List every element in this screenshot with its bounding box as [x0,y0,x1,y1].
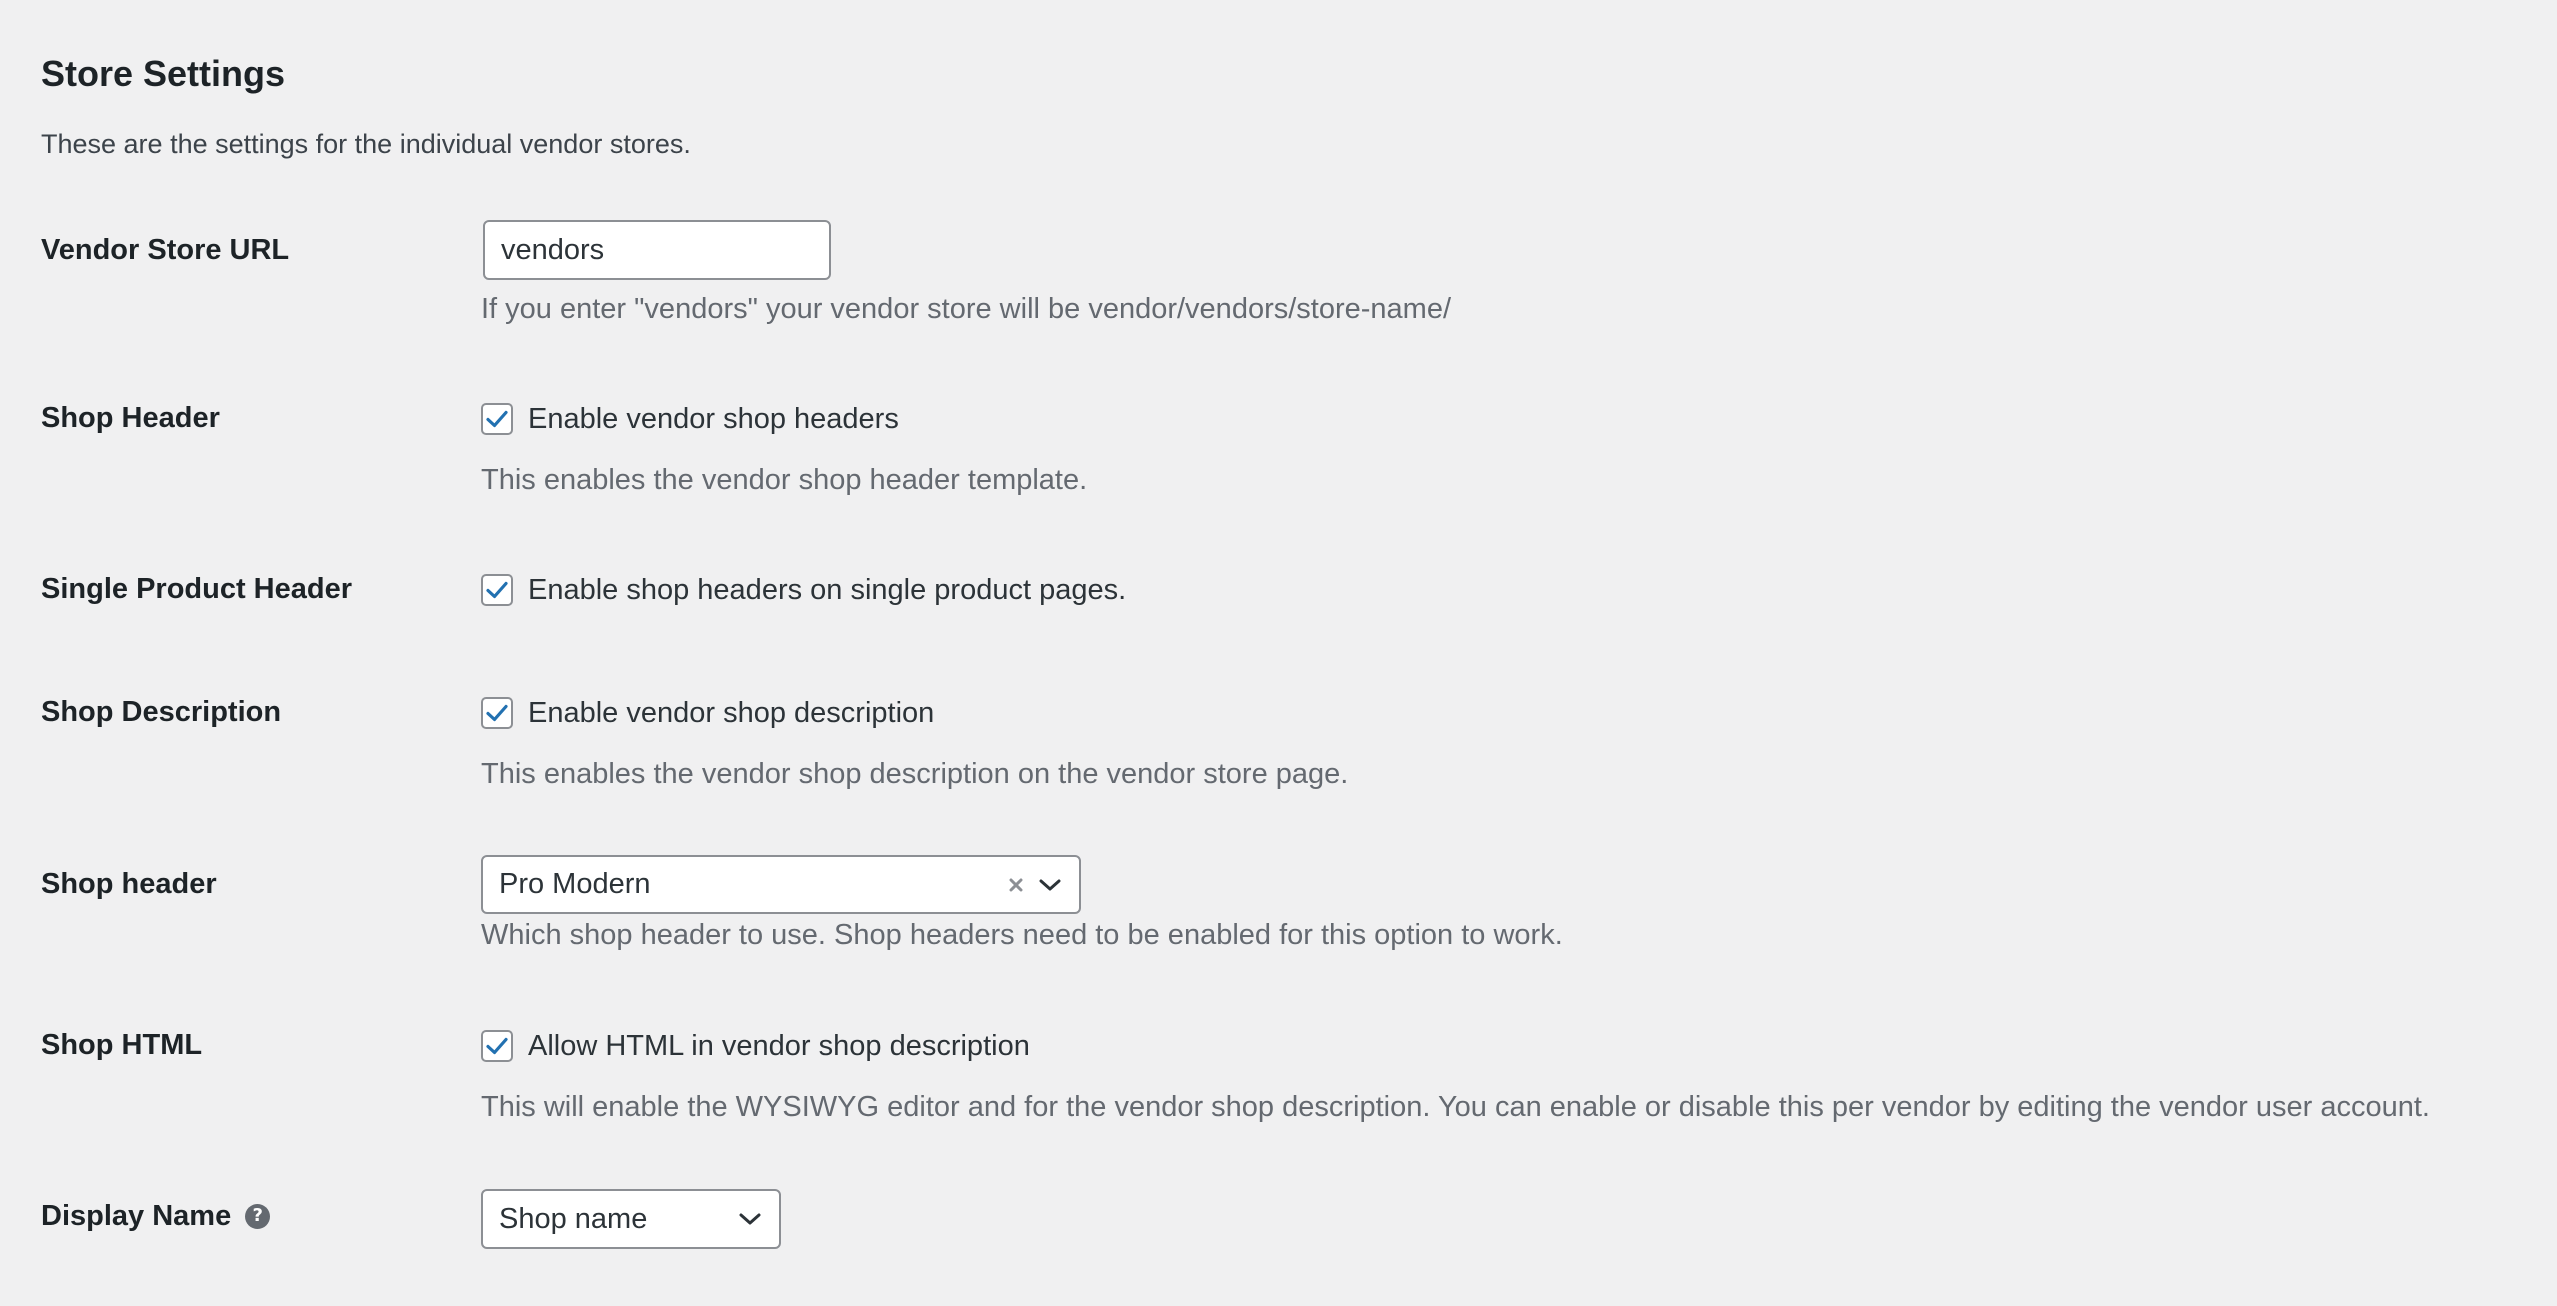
display-name-label [41,1198,270,1234]
shop-header-checkbox-row[interactable] [481,400,899,438]
shop-html-label-text: Shop HTML [41,1029,203,1061]
vendor-store-url-label-text: Vendor Store URL [41,234,290,266]
close-icon[interactable] [1005,874,1027,896]
shop-header-checkbox[interactable] [481,403,513,435]
page-title: Store Settings [41,53,286,94]
shop-header-label [41,400,220,436]
shop-header-checkbox-label: Enable vendor shop headers [528,403,899,435]
single-product-header-checkbox-label: Enable shop headers on single product pages. [528,574,1127,606]
shop-description-checkbox-label: Enable vendor shop description [528,697,935,729]
shop-description-checkbox[interactable] [481,697,513,729]
shop-html-checkbox-row[interactable] [481,1027,1030,1065]
checkmark-icon [485,580,509,600]
shop-header-select[interactable] [481,855,1081,914]
display-name-select-value: Shop name [499,1202,648,1235]
shop-description-label [41,694,281,730]
display-name-select[interactable] [481,1189,781,1249]
checkmark-icon [485,703,509,723]
shop-description-label-text: Shop Description [41,696,282,728]
single-product-header-label-text: Single Product Header [41,573,353,605]
single-product-header-checkbox[interactable] [481,574,513,606]
shop-html-label [41,1027,202,1063]
chevron-down-icon[interactable] [1035,870,1065,900]
display-name-label-text: Display Name [41,1200,232,1232]
vendor-store-url-description: If you enter "vendors" your vendor store will be vendor/vendors/store-name/ [481,293,1452,325]
single-product-header-label [41,571,352,607]
shop-header-select-value: Pro Modern [499,868,651,900]
single-product-header-checkbox-row[interactable] [481,571,1126,609]
checkmark-icon [485,409,509,429]
vendor-store-url-label [41,232,289,268]
vendor-store-url-input[interactable] [483,220,831,280]
shop-header-label-text: Shop Header [41,402,220,434]
shop-header-select-label [41,866,217,902]
shop-header-select-label-text: Shop header [41,868,217,900]
shop-header-select-description: Which shop header to use. Shop headers need to be enabled for this option to work. [481,919,1563,951]
chevron-down-icon[interactable] [735,1204,765,1234]
help-icon[interactable]: ? [245,1204,270,1229]
shop-header-description: This enables the vendor shop header template. [481,464,1088,496]
shop-description-description: This enables the vendor shop description on the vendor store page. [481,758,1349,790]
section-intro: These are the settings for the individual vendor stores. [41,129,691,159]
shop-description-checkbox-row[interactable] [481,694,934,732]
shop-html-checkbox-label: Allow HTML in vendor shop description [528,1030,1030,1062]
checkmark-icon [485,1036,509,1056]
shop-html-description: This will enable the WYSIWYG editor and for the vendor shop description. You can enable or disable this per vendor by editing the vendor user account. [481,1091,2430,1123]
shop-html-checkbox[interactable] [481,1030,513,1062]
